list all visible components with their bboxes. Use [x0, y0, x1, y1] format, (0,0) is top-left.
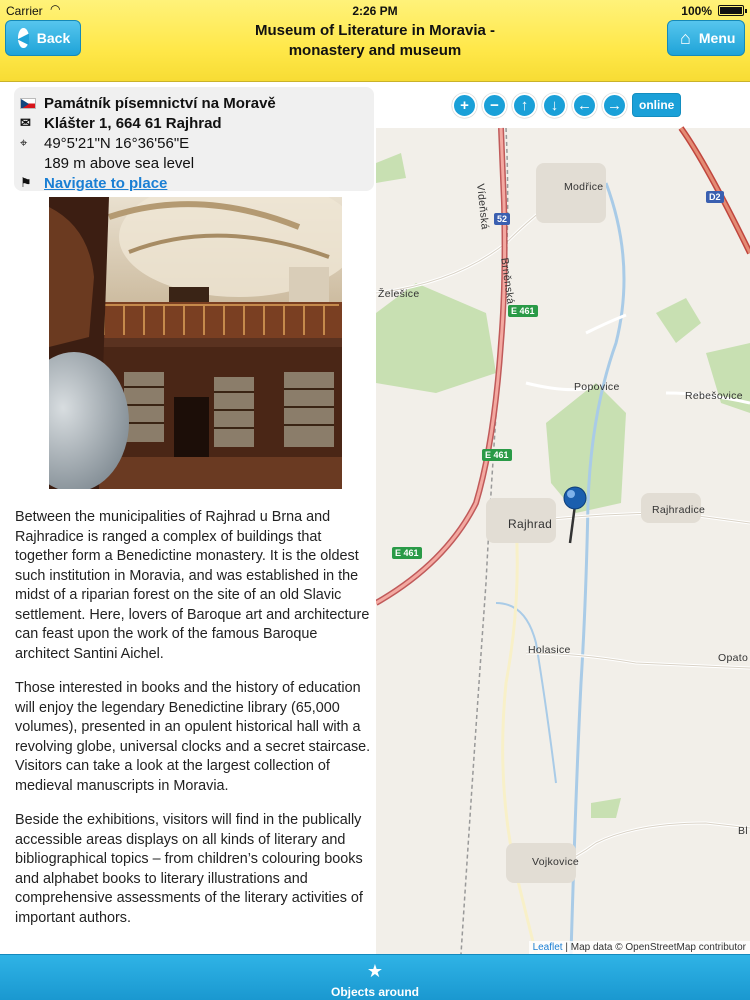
place-name-row	[20, 93, 368, 113]
objects-around-tab[interactable]	[0, 954, 750, 1000]
location-pin-icon[interactable]	[562, 485, 588, 550]
coordinates-row	[20, 133, 368, 153]
star-icon: ★	[366, 961, 384, 981]
map-street-brnenska: Brněnská	[498, 257, 517, 305]
map-label-holasice: Holasice	[528, 644, 571, 656]
leaflet-link[interactable]: Leaflet	[532, 942, 563, 953]
map-label-vojkovice: Vojkovice	[532, 856, 580, 868]
map-controls	[452, 93, 681, 118]
page-title	[210, 21, 540, 61]
wifi-icon: ◠	[50, 2, 61, 16]
objects-around-label: Objects around	[330, 985, 419, 999]
back-button[interactable]	[5, 20, 81, 56]
map-attribution	[529, 941, 750, 954]
pan-down-button[interactable]: ↓	[542, 93, 567, 118]
zoom-in-button[interactable]: +	[452, 93, 477, 118]
clock: 2:26 PM	[352, 4, 398, 18]
road-shield-e461: E 461	[482, 449, 512, 461]
road-shield-52: 52	[494, 213, 510, 225]
battery-level: 100%	[681, 4, 712, 18]
navigate-row	[20, 173, 368, 193]
envelope-icon: ✉	[20, 115, 31, 130]
back-button-label: Back	[36, 30, 71, 46]
altitude: 189 m above sea level	[44, 154, 195, 172]
description-paragraph: Between the municipalities of Rajhrad u Brna and Rajhradice is ranged a complex of buildings that together form a Benedictine monastery. It is the oldest such institution in Moravia, and was established in the midst of a riparian forest on the site of an old Slavic settlement. Here, lovers of Baroque art and architecture can feast upon the work of the famous Baroque architect Santini Aichel.	[15, 509, 370, 662]
menu-button[interactable]	[667, 20, 745, 56]
address-row	[20, 113, 368, 133]
library-photo	[49, 197, 342, 489]
battery-icon	[718, 5, 744, 16]
page-title-line2: monastery and museum	[288, 42, 462, 59]
status-bar	[0, 0, 750, 20]
map-label-blucina: Bl	[738, 825, 748, 837]
arrow-left-icon: ◀	[18, 30, 29, 46]
map-label-opatovice: Opato	[718, 652, 749, 664]
home-icon: ⌂	[680, 28, 691, 48]
description-paragraph: Beside the exhibitions, visitors will find in the publically accessible areas displays on all kinds of literary and bibliographical topics – from children’s colouring books and alphabet books to literary illustrations and comprehensive assessments of the literary activities of important authors.	[15, 812, 363, 926]
attribution-text: | Map data © OpenStreetMap contributor	[562, 942, 746, 953]
description-paragraph: Those interested in books and the history of education will enjoy the legendary Benedictine library (65,000 volumes), presented in an opulent historical hall with a revolving globe, universal clocks and a secret staircase. Visitors can take a look at the largest collection of medieval manuscripts in Moravia.	[15, 680, 371, 794]
navigation-header	[0, 0, 750, 82]
map-label-rajhradice: Rajhradice	[652, 504, 706, 516]
map-view[interactable]	[376, 83, 750, 954]
page-title-line1: Museum of Literature in Moravia -	[254, 22, 496, 39]
menu-button-label: Menu	[698, 30, 736, 46]
map-label-rebesovice: Rebešovice	[685, 390, 743, 402]
description	[15, 508, 375, 943]
pan-left-button[interactable]: ←	[572, 93, 597, 118]
navigate-to-place-link[interactable]: Navigate to place	[44, 174, 168, 192]
zoom-out-button[interactable]: −	[482, 93, 507, 118]
map-label-popovice: Popovice	[574, 381, 620, 393]
crosshair-icon: ⌖	[20, 135, 28, 150]
altitude-row	[20, 153, 368, 173]
place-info-box	[14, 87, 374, 191]
road-shield-e461: E 461	[508, 305, 538, 317]
place-name: Památník písemnictví na Moravě	[44, 94, 276, 112]
detail-panel[interactable]	[0, 83, 376, 954]
map-label-zelesice: Želešice	[378, 288, 420, 300]
road-shield-e461: E 461	[392, 547, 422, 559]
pan-up-button[interactable]: ↑	[512, 93, 537, 118]
map-label-rajhrad: Rajhrad	[508, 517, 553, 531]
online-toggle-button[interactable]: online	[632, 93, 681, 117]
map-street-videnska: Vídeňská	[474, 183, 491, 231]
road-shield-d2: D2	[706, 191, 724, 203]
coordinates: 49°5'21"N 16°36'56"E	[44, 134, 190, 152]
map-label-modrice: Modřice	[564, 181, 604, 193]
carrier-label: Carrier	[6, 4, 43, 18]
signpost-icon: ⚑	[20, 175, 32, 190]
address: Klášter 1, 664 61 Rajhrad	[44, 114, 222, 132]
pan-right-button[interactable]: →	[602, 93, 627, 118]
czech-flag-icon	[20, 98, 44, 109]
